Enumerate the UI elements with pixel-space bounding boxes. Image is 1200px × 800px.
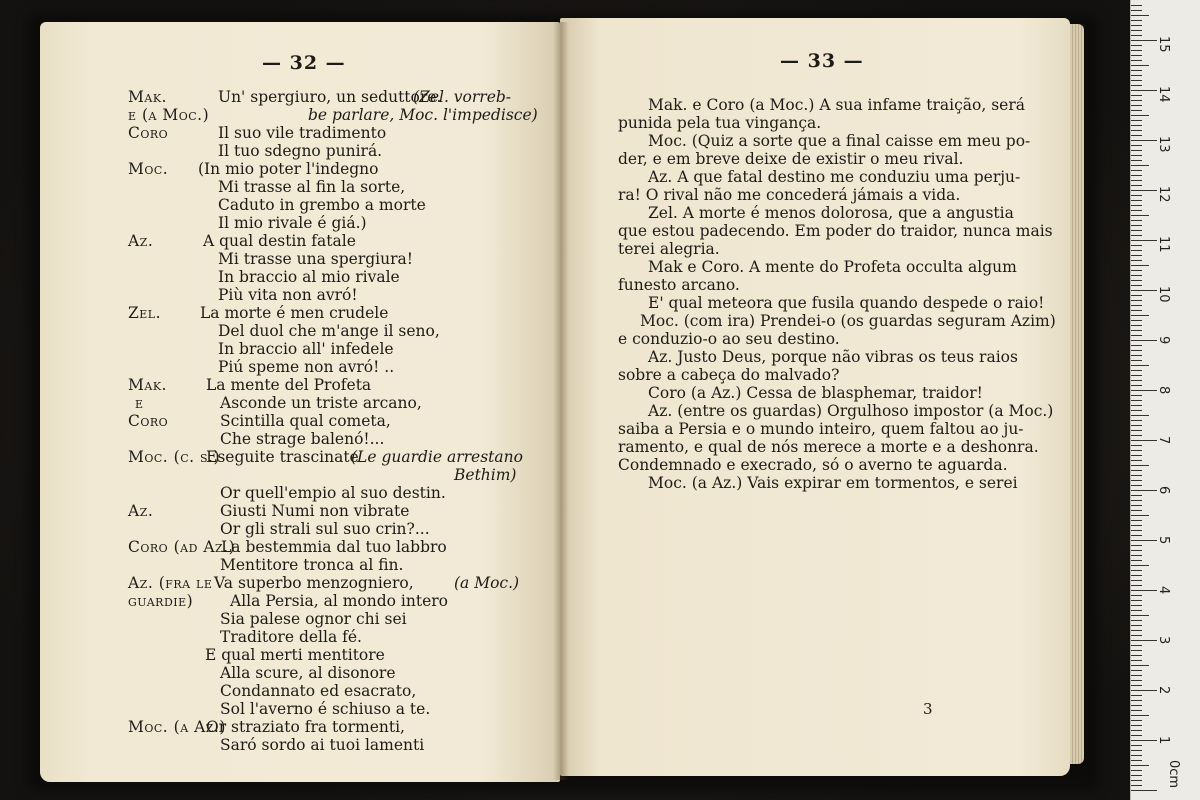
ruler-tick — [1131, 145, 1142, 146]
ruler-tick — [1131, 540, 1157, 541]
ruler-tick — [1131, 465, 1149, 466]
ruler-tick — [1131, 545, 1142, 546]
prose-line: funesto arcano. — [618, 276, 740, 294]
ruler-tick — [1131, 45, 1142, 46]
ruler-tick — [1131, 515, 1149, 516]
ruler-label: 7 — [1156, 436, 1171, 445]
prose-line: ramento, e qual de nós merece a morte e a deshonra. — [618, 438, 1039, 456]
ruler-tick — [1131, 375, 1142, 376]
verse-line: Mi trasse una spergiura! — [218, 250, 413, 268]
ruler-label: 3 — [1156, 636, 1171, 645]
verse-line: Caduto in grembo a morte — [218, 196, 426, 214]
verse-line: Traditore della fé. — [220, 628, 362, 646]
prose-line: Az. A que fatal destino me conduziu uma perju- — [648, 168, 1021, 186]
speaker-label: Mak. — [128, 376, 167, 394]
ruler-tick — [1131, 510, 1142, 511]
ruler-tick — [1131, 90, 1157, 91]
ruler-tick — [1131, 530, 1142, 531]
verse-line: Scintilla qual cometa, — [220, 412, 391, 430]
ruler-tick — [1131, 600, 1142, 601]
ruler-tick — [1131, 165, 1149, 166]
ruler-tick — [1131, 495, 1142, 496]
ruler-tick — [1131, 310, 1142, 311]
ruler-tick — [1131, 475, 1142, 476]
ruler-tick — [1131, 460, 1142, 461]
ruler-tick — [1131, 205, 1142, 206]
ruler-tick — [1131, 115, 1149, 116]
verse-line: Mentitore tronca al fin. — [220, 556, 404, 574]
ruler-tick — [1131, 365, 1149, 366]
ruler-tick — [1131, 490, 1157, 491]
ruler-tick — [1131, 150, 1142, 151]
verse-line: La morte é men crudele — [200, 304, 389, 322]
verse-line: Piú speme non avró! .. — [218, 358, 395, 376]
ruler-tick — [1131, 665, 1149, 666]
verse-line: Or straziato fra tormenti, — [206, 718, 405, 736]
verse-line: Il tuo sdegno punirá. — [218, 142, 383, 160]
ruler-tick — [1131, 730, 1142, 731]
prose-line: sobre a cabeça do malvado? — [618, 366, 840, 384]
speaker-label: Coro — [128, 124, 169, 142]
prose-line: Moc. (a Az.) Vais expirar em tormentos, e serei — [648, 474, 1018, 492]
stage-direction: Bethim) — [454, 466, 517, 484]
ruler-tick — [1131, 55, 1142, 56]
ruler-tick — [1131, 790, 1157, 791]
ruler-tick — [1131, 50, 1142, 51]
ruler-tick — [1131, 710, 1142, 711]
ruler-tick — [1131, 305, 1142, 306]
prose-line: terei alegria. — [618, 240, 720, 258]
ruler-tick — [1131, 755, 1142, 756]
ruler-tick — [1131, 360, 1142, 361]
prose-line: que estou padecendo. Em poder do traidor, nunca mais — [618, 222, 1053, 240]
left-page-number: — 32 — — [262, 52, 346, 74]
verse-line: Del duol che m'ange il seno, — [218, 322, 440, 340]
verse-line: Sol l'averno é schiuso a te. — [220, 700, 431, 718]
ruler-label: 8 — [1156, 386, 1171, 395]
verse-line: Saró sordo ai tuoi lamenti — [220, 736, 425, 754]
ruler-tick — [1131, 15, 1149, 16]
prose-line: Az. (entre os guardas) Orgulhoso impostor (a Moc.) — [648, 402, 1054, 420]
prose-line: E' qual meteora que fusila quando despede o raio! — [648, 294, 1045, 312]
ruler-tick — [1131, 25, 1142, 26]
ruler-tick — [1131, 610, 1142, 611]
stage-direction: (Le guardie arrestano — [351, 448, 523, 466]
ruler-label: 14 — [1156, 86, 1171, 103]
verse-line: (In mio poter l'indegno — [198, 160, 379, 178]
ruler-tick — [1131, 35, 1142, 36]
ruler-tick — [1131, 390, 1157, 391]
ruler-tick — [1131, 745, 1142, 746]
ruler-tick — [1131, 505, 1142, 506]
prose-line: punida pela tua vingança. — [618, 114, 822, 132]
ruler-label: 9 — [1156, 336, 1171, 345]
ruler-tick — [1131, 405, 1142, 406]
ruler-tick — [1131, 750, 1142, 751]
ruler-tick — [1131, 190, 1157, 191]
verse-line: Or gli strali sul suo crin?... — [220, 520, 430, 538]
speaker-label: guardie) — [128, 592, 194, 610]
ruler-tick — [1131, 215, 1149, 216]
ruler-tick — [1131, 685, 1142, 686]
ruler-tick — [1131, 680, 1142, 681]
ruler-tick — [1131, 330, 1142, 331]
ruler-tick — [1131, 500, 1142, 501]
ruler-tick — [1131, 265, 1149, 266]
stage-direction: be parlare, Moc. l'impedisce) — [308, 106, 538, 124]
ruler-tick — [1131, 440, 1157, 441]
ruler-tick — [1131, 740, 1157, 741]
ruler-tick — [1131, 580, 1142, 581]
ruler-tick — [1131, 410, 1142, 411]
ruler-tick — [1131, 720, 1142, 721]
speaker-label: Moc. — [128, 160, 169, 178]
ruler-tick — [1131, 75, 1142, 76]
prose-line: saiba a Persia e o mundo inteiro, quem faltou ao ju- — [618, 420, 1024, 438]
prose-line: Condemnado e execrado, só o averno te aguarda. — [618, 456, 1008, 474]
ruler-tick — [1131, 335, 1142, 336]
speaker-label: Coro (ad Az.) — [128, 538, 236, 556]
ruler-tick — [1131, 625, 1142, 626]
ruler-tick — [1131, 125, 1142, 126]
ruler-tick — [1131, 725, 1142, 726]
ruler-tick — [1131, 640, 1157, 641]
ruler-tick — [1131, 5, 1142, 6]
ruler-tick — [1131, 735, 1142, 736]
ruler-tick — [1131, 635, 1142, 636]
ruler-tick — [1131, 85, 1142, 86]
verse-line: Più vita non avró! — [218, 286, 358, 304]
verse-line: Alla scure, al disonore — [220, 664, 396, 682]
ruler-tick — [1131, 655, 1142, 656]
ruler-tick — [1131, 775, 1142, 776]
speaker-label: Az. — [128, 232, 154, 250]
ruler-tick — [1131, 120, 1142, 121]
ruler-label: 13 — [1156, 136, 1171, 153]
ruler-tick — [1131, 280, 1142, 281]
ruler-tick — [1131, 380, 1142, 381]
right-page — [560, 18, 1070, 776]
ruler-tick — [1131, 295, 1142, 296]
page-edges — [1070, 24, 1084, 764]
prose-line: Mak. e Coro (a Moc.) A sua infame traição, será — [648, 96, 1025, 114]
ruler-tick — [1131, 780, 1142, 781]
ruler-tick — [1131, 535, 1142, 536]
ruler-tick — [1131, 340, 1157, 341]
ruler-label: 5 — [1156, 536, 1171, 545]
ruler-tick — [1131, 470, 1142, 471]
ruler-tick — [1131, 275, 1142, 276]
ruler-tick — [1131, 605, 1142, 606]
verse-line: Il suo vile tradimento — [218, 124, 387, 142]
ruler-label: 12 — [1156, 186, 1171, 203]
ruler-tick — [1131, 285, 1142, 286]
verse-line: A qual destin fatale — [203, 232, 356, 250]
ruler-tick — [1131, 560, 1142, 561]
ruler-tick — [1131, 675, 1142, 676]
verse-line: Il mio rivale é giá.) — [218, 214, 367, 232]
ruler-tick — [1131, 715, 1149, 716]
verse-line: In braccio al mio rivale — [218, 268, 400, 286]
ruler-tick — [1131, 415, 1149, 416]
verse-line: Eseguite trascinate — [206, 448, 359, 466]
ruler-tick — [1131, 140, 1157, 141]
ruler-tick — [1131, 30, 1142, 31]
ruler-label: 1 — [1156, 736, 1171, 745]
ruler-tick — [1131, 195, 1142, 196]
ruler-tick — [1131, 325, 1142, 326]
ruler-tick — [1131, 235, 1142, 236]
ruler-unit-label: 0cm — [1166, 760, 1181, 789]
verse-line: In braccio all' infedele — [218, 340, 394, 358]
verse-line: Mi trasse al fin la sorte, — [218, 178, 406, 196]
ruler-tick — [1131, 480, 1142, 481]
verse-line: Or quell'empio al suo destin. — [220, 484, 446, 502]
ruler-tick — [1131, 630, 1142, 631]
prose-line: Az. Justo Deus, porque não vibras os teus raios — [648, 348, 1018, 366]
ruler-tick — [1131, 255, 1142, 256]
ruler-label: 15 — [1156, 36, 1171, 53]
ruler-tick — [1131, 175, 1142, 176]
verse-line: Giusti Numi non vibrate — [220, 502, 410, 520]
prose-line: Mak e Coro. A mente do Profeta occulta algum — [648, 258, 1017, 276]
ruler-tick — [1131, 185, 1142, 186]
ruler-tick — [1131, 135, 1142, 136]
prose-line: Zel. A morte é menos dolorosa, que a angustia — [648, 204, 1014, 222]
measuring-ruler — [1130, 0, 1200, 800]
prose-line: Moc. (com ira) Prendei-o (os guardas seguram Azim) — [640, 312, 1056, 330]
ruler-tick — [1131, 595, 1142, 596]
ruler-tick — [1131, 245, 1142, 246]
ruler-tick — [1131, 315, 1149, 316]
ruler-tick — [1131, 20, 1142, 21]
verse-line: Condannato ed esacrato, — [220, 682, 417, 700]
ruler-tick — [1131, 450, 1142, 451]
ruler-tick — [1131, 70, 1142, 71]
ruler-tick — [1131, 555, 1142, 556]
left-page — [40, 22, 560, 782]
ruler-tick — [1131, 705, 1142, 706]
prose-line: Moc. (Quiz a sorte que a final caisse em meu po- — [648, 132, 1031, 150]
ruler-tick — [1131, 570, 1142, 571]
prose-line: e conduzio-o ao seu destino. — [618, 330, 840, 348]
ruler-tick — [1131, 695, 1142, 696]
ruler-tick — [1131, 645, 1142, 646]
verse-line: La bestemmia dal tuo labbro — [221, 538, 447, 556]
prose-line: der, e em breve deixe de existir o meu rival. — [618, 150, 964, 168]
ruler-tick — [1131, 435, 1142, 436]
speaker-label: e — [135, 394, 144, 412]
ruler-tick — [1131, 80, 1142, 81]
speaker-label: Az. (fra le — [128, 574, 213, 592]
ruler-tick — [1131, 160, 1142, 161]
ruler-tick — [1131, 550, 1142, 551]
verse-line: E qual merti mentitore — [205, 646, 385, 664]
speaker-label: Mak. — [128, 88, 167, 106]
ruler-tick — [1131, 485, 1142, 486]
book-spine — [553, 22, 569, 780]
ruler-tick — [1131, 430, 1142, 431]
signature-mark: 3 — [923, 700, 933, 718]
ruler-tick — [1131, 240, 1157, 241]
verse-line: Alla Persia, al mondo intero — [230, 592, 448, 610]
ruler-tick — [1131, 455, 1142, 456]
ruler-tick — [1131, 270, 1142, 271]
ruler-tick — [1131, 525, 1142, 526]
ruler-tick — [1131, 260, 1142, 261]
ruler-tick — [1131, 355, 1142, 356]
ruler-tick — [1131, 100, 1142, 101]
ruler-tick — [1131, 345, 1142, 346]
ruler-tick — [1131, 770, 1142, 771]
ruler-tick — [1131, 105, 1142, 106]
right-page-number: — 33 — — [780, 50, 864, 72]
ruler-tick — [1131, 350, 1142, 351]
ruler-tick — [1131, 385, 1142, 386]
ruler-tick — [1131, 65, 1149, 66]
speaker-label: Moc. (c. s.) — [128, 448, 220, 466]
ruler-tick — [1131, 670, 1142, 671]
ruler-tick — [1131, 60, 1142, 61]
ruler-tick — [1131, 690, 1157, 691]
stage-direction: (a Moc.) — [454, 574, 520, 592]
verse-line: Un' spergiuro, un seduttore. — [218, 88, 442, 106]
ruler-tick — [1131, 370, 1142, 371]
ruler-tick — [1131, 520, 1142, 521]
ruler-label: 2 — [1156, 686, 1171, 695]
prose-line: ra! O rival não me concederá jámais a vida. — [618, 186, 961, 204]
ruler-tick — [1131, 250, 1142, 251]
ruler-tick — [1131, 180, 1142, 181]
speaker-label: Coro — [128, 412, 169, 430]
prose-line: Coro (a Az.) Cessa de blasphemar, traidor! — [648, 384, 983, 402]
ruler-tick — [1131, 320, 1142, 321]
ruler-tick — [1131, 590, 1157, 591]
ruler-tick — [1131, 445, 1142, 446]
ruler-tick — [1131, 425, 1142, 426]
ruler-tick — [1131, 760, 1142, 761]
ruler-tick — [1131, 395, 1142, 396]
ruler-tick — [1131, 230, 1142, 231]
ruler-tick — [1131, 575, 1142, 576]
ruler-tick — [1131, 95, 1142, 96]
ruler-tick — [1131, 110, 1142, 111]
verse-line: Asconde un triste arcano, — [220, 394, 422, 412]
ruler-label: 11 — [1156, 236, 1171, 253]
verse-line: La mente del Profeta — [206, 376, 372, 394]
ruler-tick — [1131, 620, 1142, 621]
ruler-tick — [1131, 660, 1142, 661]
ruler-tick — [1131, 290, 1157, 291]
ruler-tick — [1131, 615, 1149, 616]
ruler-label: 4 — [1156, 586, 1171, 595]
ruler-tick — [1131, 170, 1142, 171]
ruler-tick — [1131, 10, 1142, 11]
verse-line: Sia palese ognor chi sei — [220, 610, 407, 628]
speaker-label: Az. — [128, 502, 154, 520]
ruler-tick — [1131, 420, 1142, 421]
ruler-tick — [1131, 700, 1142, 701]
ruler-tick — [1131, 220, 1142, 221]
ruler-tick — [1131, 765, 1149, 766]
ruler-tick — [1131, 210, 1142, 211]
ruler-tick — [1131, 300, 1142, 301]
speaker-label: Zel. — [128, 304, 162, 322]
ruler-tick — [1131, 585, 1142, 586]
stage-direction: (Zel. vorreb- — [413, 88, 512, 106]
ruler-label: 6 — [1156, 486, 1171, 495]
ruler-tick — [1131, 200, 1142, 201]
ruler-label: 10 — [1156, 286, 1171, 303]
verse-line: Va superbo menzogniero, — [214, 574, 414, 592]
ruler-tick — [1131, 130, 1142, 131]
ruler-tick — [1131, 785, 1142, 786]
ruler-tick — [1131, 40, 1157, 41]
ruler-tick — [1131, 155, 1142, 156]
speaker-label: Moc. (a Az.) — [128, 718, 226, 736]
ruler-tick — [1131, 225, 1142, 226]
verse-line: Che strage balenó!... — [220, 430, 385, 448]
ruler-tick — [1131, 565, 1149, 566]
speaker-label: e (a Moc.) — [128, 106, 210, 124]
ruler-tick — [1131, 650, 1142, 651]
ruler-tick — [1131, 400, 1142, 401]
